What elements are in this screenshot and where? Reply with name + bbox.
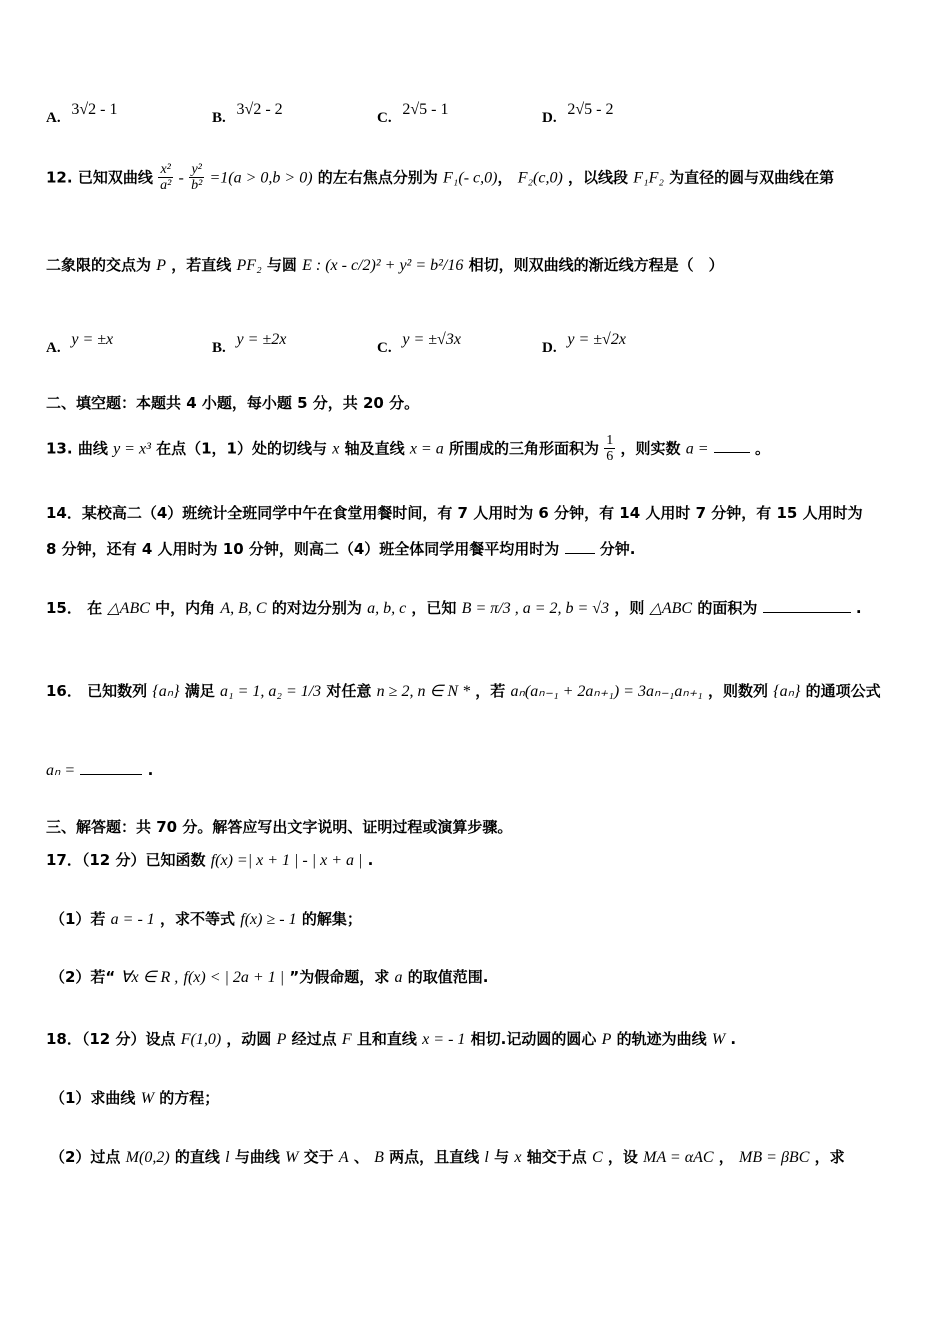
q17-part2: （2）若“ ∀x ∈ R , f(x) < | 2a + 1 | ”为假命题，求 a 的取值范围.: [50, 968, 489, 986]
q17: 17．（12 分）已知函数 f(x) =| x + 1 | - | x + a | .: [46, 851, 374, 869]
q13: 13. 曲线 y = x³ 在点（1，1）处的切线与 x 轴及直线 x = a 所围成的三角形面积为 $\frac{1}{6}$ ，则实数 a = 。: [46, 433, 770, 465]
q12-frac-x: $\frac{\text{x²}}{\text{a²}}$: [160, 162, 172, 194]
q11-option-d: D. 2√5 - 2: [542, 101, 614, 126]
q12-option-b: B. y = ±2x: [212, 331, 287, 356]
q15: 15． 在 △ABC 中，内角 A, B, C 的对边分别为 a, b, c ，已知 B = π/3 , a = 2, b = √3 ，则 △ABC 的面积为 .: [46, 599, 862, 617]
q11-option-c: C. 2√5 - 1: [377, 101, 449, 126]
q12-option-a: A. y = ±x: [46, 331, 114, 356]
q12-option-d: D. y = ±√2x: [542, 331, 626, 356]
q18-part2: （2）过点 M(0,2) 的直线 l 与曲线 W 交于 A 、 B 两点，且直线 l 与 x 轴交于点 C ，设 MA = αAC ， MB = βBC ，求: [50, 1148, 845, 1166]
q11-option-a: A. 3√2 - 1: [46, 101, 118, 126]
q14-answer-blank[interactable]: [565, 553, 595, 554]
q12-line2: 二象限的交点为 P ，若直线 PF₂ 与圆 E : (x - c/2)² + y² = b²/16 相切，则双曲线的渐近线方程是（ ）: [46, 256, 724, 274]
q12-frac-y: $\frac{\text{y²}}{\text{b²}}$: [191, 162, 203, 194]
q16-answer-blank[interactable]: [80, 774, 142, 775]
section2-heading: 二、填空题：本题共 4 小题，每小题 5 分，共 20 分。: [46, 394, 420, 412]
q12-line1: 12. 已知双曲线 $\frac{\text{x²}}{\text{a²}}$ - $\frac{\text{y²}}{\text{b²}}$ =1(a > 0,b > 0) 的左右焦点分别为 F₁(- c,0)， F₂(c,0) ，以线段 F₁F₂ 为直径的圆与双曲线在第: [46, 162, 835, 194]
q16: 16． 已知数列 {aₙ} 满足 a₁ = 1, a₂ = 1/3 对任意 n ≥ 2, n ∈ N * ，若 aₙ(aₙ₋₁ + 2aₙ₊₁) = 3aₙ₋₁aₙ₊₁ ，则数列 {aₙ} 的通项公式: [46, 682, 881, 700]
q14-line2: 8 分钟，还有 4 人用时为 10 分钟，则高二（4）班全体同学用餐平均用时为 分钟.: [46, 540, 636, 558]
q11-option-b: B. 3√2 - 2: [212, 101, 283, 126]
q15-answer-blank[interactable]: [763, 612, 851, 613]
q18: 18．（12 分）设点 F(1,0) ，动圆 P 经过点 F 且和直线 x = - 1 相切.记动圆的圆心 P 的轨迹为曲线 W .: [46, 1030, 737, 1048]
q16-answer-line: aₙ = .: [46, 761, 154, 779]
q12-option-c: C. y = ±√3x: [377, 331, 461, 356]
q18-part1: （1）求曲线 W 的方程；: [50, 1089, 220, 1107]
q17-part1: （1）若 a = - 1 ，求不等式 f(x) ≥ - 1 的解集；: [50, 910, 362, 928]
section3-heading: 三、解答题：共 70 分。解答应写出文字说明、证明过程或演算步骤。: [46, 818, 513, 836]
q14-line1: 14．某校高二（4）班统计全班同学中午在食堂用餐时间，有 7 人用时为 6 分钟，有 14 人用时 7 分钟，有 15 人用时为: [46, 504, 863, 522]
q13-frac: $\frac{1}{6}$: [606, 433, 614, 465]
q13-answer-blank[interactable]: [714, 452, 750, 453]
